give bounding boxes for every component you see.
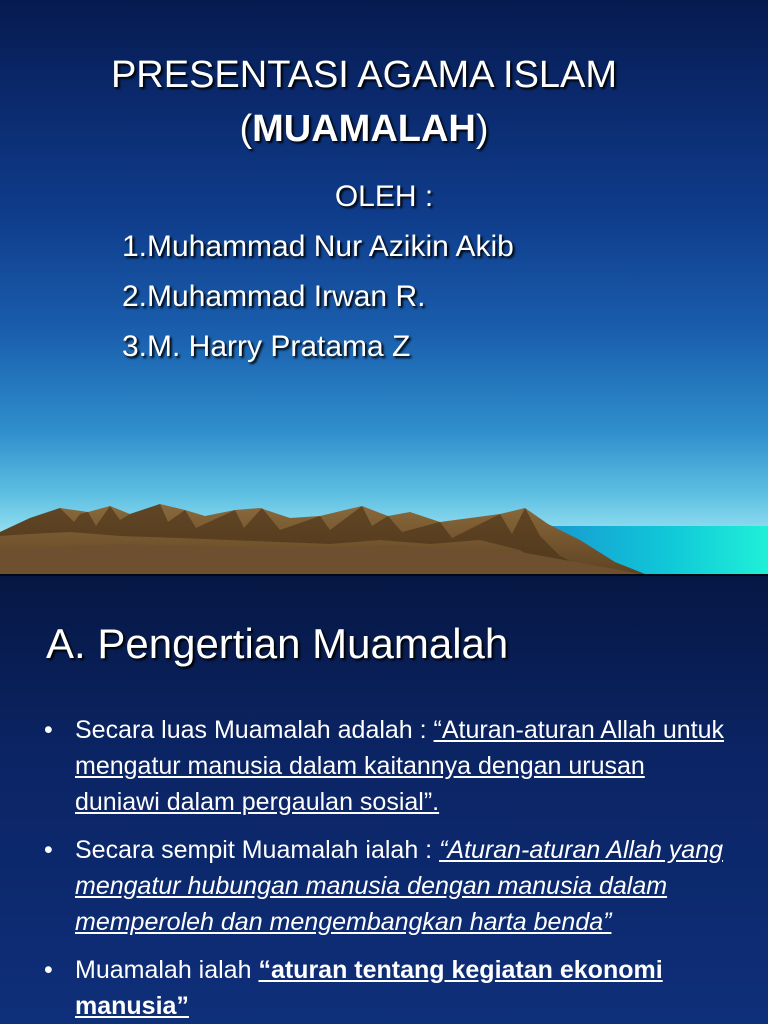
member-3: 3.M. Harry Pratama Z <box>122 330 411 363</box>
slide-title-line-1: PRESENTASI AGAMA ISLAM <box>110 54 618 96</box>
bullet-1-definition: “Aturan-aturan Allah untuk mengatur manusia dalam kaitannya dengan urusan duniawi dalam pergaulan sosial”. <box>75 716 725 816</box>
slide-2 <box>0 576 768 1024</box>
oleh-label: OLEH : <box>334 180 434 213</box>
member-2: 2.Muhammad Irwan R. <box>122 280 426 313</box>
title-muamalah: MUAMALAH <box>252 108 476 150</box>
section-heading: A. Pengertian Muamalah <box>46 620 509 667</box>
bullet-item-3 <box>44 952 734 1024</box>
member-1: 1.Muhammad Nur Azikin Akib <box>122 230 514 263</box>
mountain-landscape-image <box>0 470 768 576</box>
slide-title-line-2 <box>0 108 728 151</box>
bullet-3-prefix: Muamalah ialah <box>75 956 259 984</box>
bullet-1-prefix: Secara luas Muamalah adalah : <box>75 716 434 744</box>
title-open-paren: ( <box>239 108 253 150</box>
bullet-2-prefix: Secara sempit Muamalah ialah : <box>75 836 440 864</box>
bullet-dot-icon: • <box>44 836 53 864</box>
bullet-3-definition: “aturan tentang kegiatan ekonomi manusia” <box>75 956 663 1020</box>
bullet-dot-icon: • <box>44 956 53 984</box>
bullet-item-1 <box>44 712 734 820</box>
bullet-list <box>44 712 734 1024</box>
bullet-2-definition: “Aturan-aturan Allah yang mengatur hubungan manusia dengan manusia dalam memperoleh dan mengembangkan harta benda” <box>75 836 724 936</box>
bullet-item-2 <box>44 832 734 940</box>
bullet-dot-icon: • <box>44 716 53 744</box>
title-close-paren: ) <box>475 108 489 150</box>
